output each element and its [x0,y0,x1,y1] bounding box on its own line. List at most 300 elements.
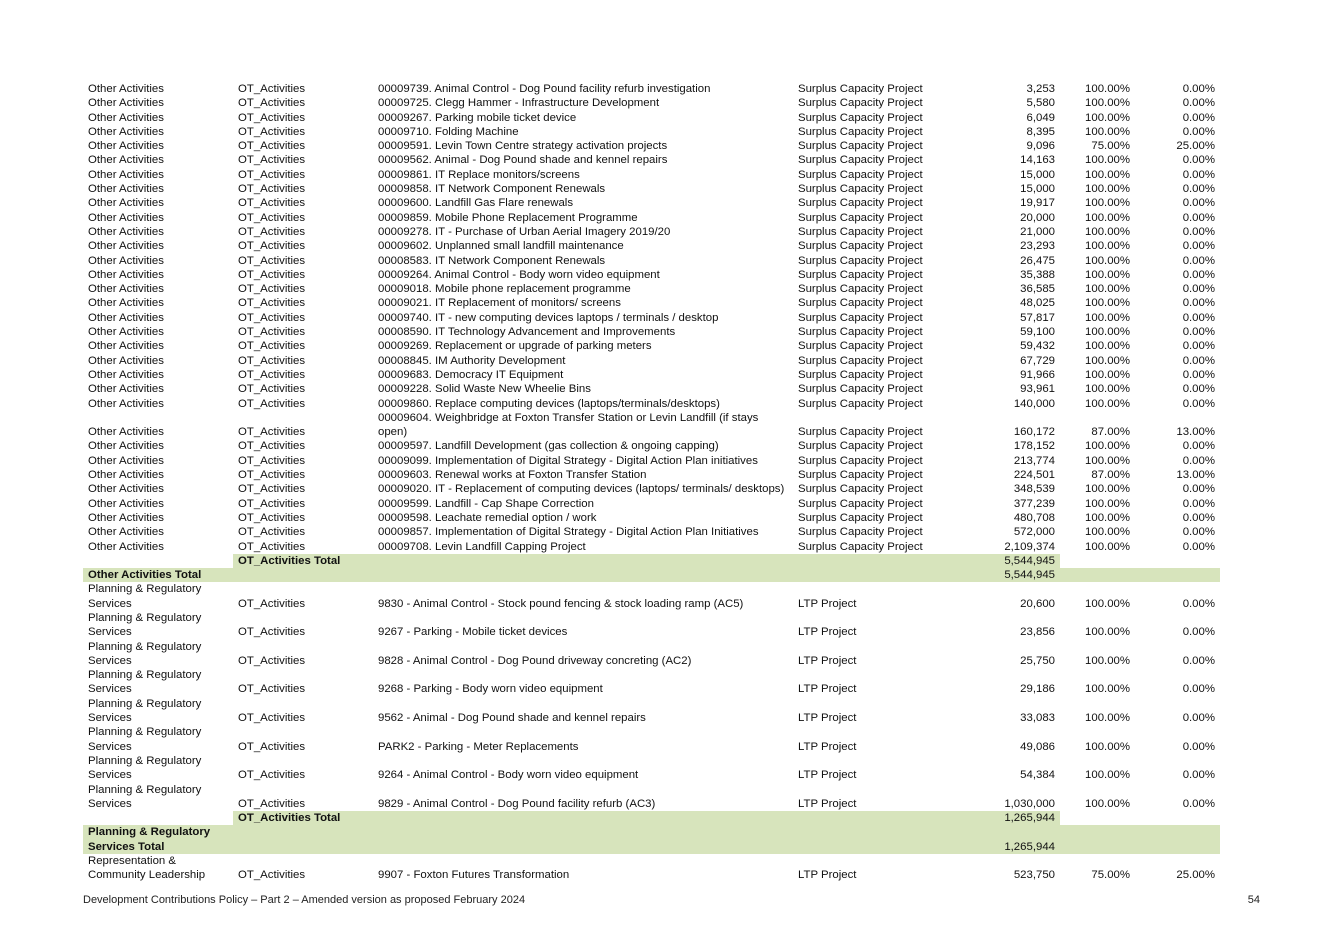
group-cell: OT_Activities [238,454,306,467]
activity-cell: Other Activities [88,469,164,482]
activity-cell: Other Activities [88,97,164,110]
project-type-cell: Surplus Capacity Project [798,254,923,267]
table-row [83,139,1220,153]
percent-2-cell: 0.00% [1182,540,1215,553]
group-cell: OT_Activities [238,326,306,339]
amount-cell: 35,388 [1020,268,1055,281]
project-type-cell: Surplus Capacity Project [798,111,923,124]
percent-1-cell: 100.00% [1085,111,1130,124]
project-cell: 00008845. IM Authority Development [378,354,566,367]
amount-cell: 178,152 [1013,440,1055,453]
percent-2-cell: 0.00% [1182,154,1215,167]
project-type-cell: LTP Project [798,683,857,696]
project-type-cell: Surplus Capacity Project [798,125,923,138]
percent-1-cell: 100.00% [1085,268,1130,281]
activity-cell: Other Activities [88,211,164,224]
percent-2-cell: 0.00% [1182,326,1215,339]
empty-cell [373,554,793,568]
group-cell: OT_Activities [238,211,306,224]
percent-1-cell: 100.00% [1085,683,1130,696]
project-cell: PARK2 - Parking - Meter Replacements [378,740,579,753]
activity-cell: Other Activities [88,268,164,281]
table-row [83,153,1220,167]
project-cell: 00009264. Animal Control - Body worn video equipment [378,268,660,281]
amount-cell: 54,384 [1020,769,1055,782]
percent-1-cell: 100.00% [1085,654,1130,667]
subtotal-amount: 5,544,945 [951,554,1060,568]
percent-2-cell: 0.00% [1182,797,1215,810]
project-type-cell: Surplus Capacity Project [798,397,923,410]
project-cell: 00009599. Landfill - Cap Shape Correction [378,497,594,510]
group-cell: OT_Activities [238,111,306,124]
percent-1-cell: 100.00% [1085,83,1130,95]
group-cell: OT_Activities [238,97,306,110]
empty-cell [83,554,233,568]
table-row [83,454,1220,468]
percent-2-cell: 0.00% [1182,125,1215,138]
group-cell: OT_Activities [238,712,306,725]
amount-cell: 67,729 [1020,354,1055,367]
activity-cell: Other Activities [88,354,164,367]
project-cell: 00009710. Folding Machine [378,125,519,138]
activity-cell: Other Activities [88,297,164,310]
percent-2-cell: 0.00% [1182,297,1215,310]
subtotal-label: OT_Activities Total [233,554,373,568]
percent-1-cell: 100.00% [1085,497,1130,510]
percent-1-cell: 100.00% [1085,397,1130,410]
project-cell: 00009859. Mobile Phone Replacement Programme [378,211,638,224]
total-amount: 5,544,945 [951,568,1060,582]
percent-1-cell: 100.00% [1085,483,1130,496]
amount-cell: 15,000 [1020,168,1055,181]
project-cell: 00009597. Landfill Development (gas collection & ongoing capping) [378,440,719,453]
percent-2-cell: 13.00% [1176,469,1215,482]
table-row [83,668,1220,697]
activity-cell: Other Activities [88,497,164,510]
percent-2-cell: 0.00% [1182,683,1215,696]
percent-2-cell: 0.00% [1182,111,1215,124]
group-cell: OT_Activities [238,469,306,482]
activity-cell: Planning & Regulatory Services [88,669,202,696]
activity-cell: Other Activities [88,140,164,153]
project-type-cell: LTP Project [798,740,857,753]
percent-1-cell: 100.00% [1085,526,1130,539]
table-row [83,540,1220,554]
table-row [83,754,1220,783]
project-type-cell: LTP Project [798,654,857,667]
table-row [83,697,1220,726]
project-cell: 00009562. Animal - Dog Pound shade and kennel repairs [378,154,668,167]
project-cell: 00009683. Democracy IT Equipment [378,368,564,381]
activity-cell: Other Activities [88,240,164,253]
activity-cell: Other Activities [88,225,164,238]
empty-cell [1060,554,1135,568]
project-type-cell: Surplus Capacity Project [798,225,923,238]
percent-1-cell: 100.00% [1085,297,1130,310]
table-row [83,311,1220,325]
group-cell: OT_Activities [238,354,306,367]
group-cell: OT_Activities [238,311,306,324]
percent-2-cell: 0.00% [1182,769,1215,782]
empty-cell [793,554,951,568]
projects-table [83,82,1220,883]
project-cell: 00009018. Mobile phone replacement programme [378,283,631,296]
amount-cell: 59,432 [1020,340,1055,353]
activity-cell: Other Activities [88,340,164,353]
project-cell: 00009861. IT Replace monitors/screens [378,168,580,181]
empty-cell [1135,811,1220,825]
amount-cell: 25,750 [1020,654,1055,667]
table-row [83,382,1220,396]
percent-1-cell: 100.00% [1085,240,1130,253]
project-type-cell: Surplus Capacity Project [798,240,923,253]
percent-2-cell: 0.00% [1182,368,1215,381]
group-cell: OT_Activities [238,125,306,138]
group-cell: OT_Activities [238,740,306,753]
percent-2-cell: 0.00% [1182,654,1215,667]
percent-1-cell: 100.00% [1085,740,1130,753]
activity-cell: Planning & Regulatory Services [88,783,202,810]
percent-2-cell: 0.00% [1182,197,1215,210]
activity-cell: Other Activities [88,197,164,210]
project-type-cell: LTP Project [798,597,857,610]
empty-cell [1135,554,1220,568]
table-row [83,783,1220,812]
percent-1-cell: 100.00% [1085,383,1130,396]
percent-1-cell: 100.00% [1085,354,1130,367]
activity-cell: Planning & Regulatory Services [88,697,202,725]
empty-cell [793,568,951,582]
total-row [83,825,1220,854]
amount-cell: 2,109,374 [1004,540,1055,553]
percent-2-cell: 0.00% [1182,740,1215,753]
amount-cell: 29,186 [1020,683,1055,696]
percent-1-cell: 100.00% [1085,97,1130,110]
table-row [83,725,1220,754]
project-cell: 00009602. Unplanned small landfill maintenance [378,240,624,253]
project-cell: 9267 - Parking - Mobile ticket devices [378,626,568,639]
amount-cell: 26,475 [1020,254,1055,267]
percent-1-cell: 100.00% [1085,125,1130,138]
percent-1-cell: 100.00% [1085,254,1130,267]
percent-1-cell: 100.00% [1085,540,1130,553]
amount-cell: 480,708 [1013,511,1055,524]
project-cell: 9830 - Animal Control - Stock pound fencing & stock loading ramp (AC5) [378,597,744,610]
percent-2-cell: 0.00% [1182,354,1215,367]
percent-2-cell: 0.00% [1182,626,1215,639]
table-row [83,482,1220,496]
table-row [83,96,1220,110]
project-cell: 00009591. Levin Town Centre strategy activation projects [378,140,668,153]
project-cell: 00009099. Implementation of Digital Strategy - Digital Action Plan initiatives [378,454,758,467]
amount-cell: 377,239 [1013,497,1055,510]
subtotal-amount: 1,265,944 [951,811,1060,825]
project-type-cell: Surplus Capacity Project [798,140,923,153]
group-cell: OT_Activities [238,626,306,639]
project-cell: 00009267. Parking mobile ticket device [378,111,577,124]
percent-2-cell: 0.00% [1182,211,1215,224]
project-type-cell: LTP Project [798,712,857,725]
project-cell: 9829 - Animal Control - Dog Pound facility refurb (AC3) [378,797,656,810]
group-cell: OT_Activities [238,183,306,196]
percent-2-cell: 0.00% [1182,454,1215,467]
table-row [83,468,1220,482]
group-cell: OT_Activities [238,197,306,210]
table-row [83,239,1220,253]
project-type-cell: LTP Project [798,769,857,782]
group-cell: OT_Activities [238,83,306,95]
group-cell: OT_Activities [238,340,306,353]
amount-cell: 572,000 [1013,526,1055,539]
percent-2-cell: 25.00% [1176,869,1215,882]
percent-1-cell: 100.00% [1085,626,1130,639]
group-cell: OT_Activities [238,283,306,296]
amount-cell: 48,025 [1020,297,1055,310]
percent-1-cell: 100.00% [1085,326,1130,339]
activity-cell: Planning & Regulatory Services [88,611,202,639]
amount-cell: 213,774 [1013,454,1055,467]
amount-cell: 91,966 [1020,368,1055,381]
empty-cell [83,811,233,825]
amount-cell: 21,000 [1020,225,1055,238]
subtotal-label: OT_Activities Total [233,811,373,825]
amount-cell: 57,817 [1020,311,1055,324]
group-cell: OT_Activities [238,154,306,167]
table-row [83,168,1220,182]
project-type-cell: Surplus Capacity Project [798,540,923,553]
empty-cell [373,825,793,854]
project-cell: 00008583. IT Network Component Renewals [378,254,606,267]
project-type-cell: Surplus Capacity Project [798,454,923,467]
project-type-cell: Surplus Capacity Project [798,83,923,95]
amount-cell: 348,539 [1013,483,1055,496]
activity-cell: Other Activities [88,383,164,396]
project-cell: 00009598. Leachate remedial option / work [378,511,597,524]
project-type-cell: Surplus Capacity Project [798,297,923,310]
empty-cell [1135,825,1220,854]
page-number: 54 [1247,894,1260,906]
activity-cell: Planning & Regulatory Services [88,726,202,753]
subtotal-row [83,811,1220,825]
project-type-cell: Surplus Capacity Project [798,440,923,453]
percent-2-cell: 0.00% [1182,268,1215,281]
percent-1-cell: 100.00% [1085,283,1130,296]
percent-2-cell: 0.00% [1182,168,1215,181]
activity-cell: Other Activities [88,454,164,467]
project-type-cell: Surplus Capacity Project [798,183,923,196]
project-type-cell: Surplus Capacity Project [798,268,923,281]
group-cell: OT_Activities [238,168,306,181]
amount-cell: 23,293 [1020,240,1055,253]
table-row [83,354,1220,368]
project-cell: 00009228. Solid Waste New Wheelie Bins [378,383,591,396]
project-cell: 00009604. Weighbridge at Foxton Transfer Station or Levin Landfill (if stays open) [378,411,759,439]
project-cell: 00008590. IT Technology Advancement and Improvements [378,326,676,339]
project-cell: 00009739. Animal Control - Dog Pound facility refurb investigation [378,83,711,95]
percent-1-cell: 100.00% [1085,225,1130,238]
group-cell: OT_Activities [238,140,306,153]
empty-cell [373,568,793,582]
empty-cell [1060,811,1135,825]
project-type-cell: LTP Project [798,869,857,882]
percent-1-cell: 100.00% [1085,168,1130,181]
project-type-cell: LTP Project [798,626,857,639]
percent-1-cell: 100.00% [1085,340,1130,353]
group-cell: OT_Activities [238,511,306,524]
project-type-cell: Surplus Capacity Project [798,197,923,210]
project-type-cell: Surplus Capacity Project [798,526,923,539]
group-cell: OT_Activities [238,654,306,667]
group-cell: OT_Activities [238,426,306,439]
project-type-cell: Surplus Capacity Project [798,469,923,482]
project-cell: 9264 - Animal Control - Body worn video equipment [378,769,639,782]
total-amount: 1,265,944 [951,825,1060,854]
group-cell: OT_Activities [238,240,306,253]
activity-cell: Planning & Regulatory Services [88,583,202,610]
activity-cell: Other Activities [88,397,164,410]
group-cell: OT_Activities [238,397,306,410]
project-cell: 00009020. IT - Replacement of computing devices (laptops/ terminals/ desktops) [378,483,785,496]
table-row [83,111,1220,125]
amount-cell: 20,000 [1020,211,1055,224]
projects-table-body [83,82,1220,883]
activity-cell: Other Activities [88,283,164,296]
amount-cell: 1,030,000 [1004,797,1055,810]
percent-2-cell: 0.00% [1182,483,1215,496]
table-row [83,368,1220,382]
activity-cell: Other Activities [88,83,164,95]
project-type-cell: Surplus Capacity Project [798,497,923,510]
percent-2-cell: 0.00% [1182,511,1215,524]
project-cell: 9562 - Animal - Dog Pound shade and kennel repairs [378,712,646,725]
group-cell: OT_Activities [238,540,306,553]
percent-1-cell: 75.00% [1091,869,1130,882]
amount-cell: 15,000 [1020,183,1055,196]
activity-cell: Other Activities [88,483,164,496]
percent-1-cell: 100.00% [1085,197,1130,210]
activity-cell: Other Activities [88,254,164,267]
percent-1-cell: 100.00% [1085,440,1130,453]
table-row [83,397,1220,411]
project-type-cell: Surplus Capacity Project [798,311,923,324]
amount-cell: 140,000 [1013,397,1055,410]
group-cell: OT_Activities [238,797,306,810]
table-row [83,125,1220,139]
project-type-cell: Surplus Capacity Project [798,354,923,367]
table-row [83,182,1220,196]
percent-1-cell: 100.00% [1085,797,1130,810]
project-cell: 00009857. Implementation of Digital Strategy - Digital Action Plan Initiatives [378,526,759,539]
table-row [83,411,1220,440]
project-cell: 00009708. Levin Landfill Capping Project [378,540,586,553]
percent-1-cell: 87.00% [1091,426,1130,439]
group-cell: OT_Activities [238,526,306,539]
amount-cell: 3,253 [1026,83,1055,95]
percent-2-cell: 0.00% [1182,597,1215,610]
empty-cell [1135,568,1220,582]
activity-cell: Other Activities [88,511,164,524]
amount-cell: 523,750 [1013,869,1055,882]
percent-2-cell: 0.00% [1182,183,1215,196]
project-cell: 00009278. IT - Purchase of Urban Aerial Imagery 2019/20 [378,225,671,238]
percent-2-cell: 0.00% [1182,340,1215,353]
activity-cell: Other Activities [88,111,164,124]
group-cell: OT_Activities [238,297,306,310]
project-type-cell: Surplus Capacity Project [798,211,923,224]
table-row [83,225,1220,239]
activity-cell: Other Activities [88,540,164,553]
project-type-cell: Surplus Capacity Project [798,326,923,339]
project-type-cell: Surplus Capacity Project [798,168,923,181]
percent-1-cell: 100.00% [1085,183,1130,196]
percent-2-cell: 0.00% [1182,283,1215,296]
table-row [83,497,1220,511]
total-label: Other Activities Total [83,568,233,582]
percent-2-cell: 0.00% [1182,440,1215,453]
percent-1-cell: 75.00% [1091,140,1130,153]
activity-cell: Planning & Regulatory Services [88,640,202,667]
project-type-cell: Surplus Capacity Project [798,154,923,167]
project-type-cell: Surplus Capacity Project [798,383,923,396]
amount-cell: 93,961 [1020,383,1055,396]
percent-2-cell: 0.00% [1182,397,1215,410]
percent-2-cell: 13.00% [1176,426,1215,439]
subtotal-row [83,554,1220,568]
project-cell: 00009603. Renewal works at Foxton Transfer Station [378,469,647,482]
table-row [83,296,1220,310]
table-row [83,196,1220,210]
empty-cell [373,811,793,825]
group-cell: OT_Activities [238,497,306,510]
amount-cell: 36,585 [1020,283,1055,296]
percent-2-cell: 0.00% [1182,240,1215,253]
amount-cell: 160,172 [1013,426,1055,439]
activity-cell: Other Activities [88,440,164,453]
project-cell: 00009021. IT Replacement of monitors/ screens [378,297,621,310]
amount-cell: 224,501 [1013,469,1055,482]
percent-2-cell: 0.00% [1182,383,1215,396]
amount-cell: 8,395 [1026,125,1055,138]
amount-cell: 49,086 [1020,740,1055,753]
percent-1-cell: 100.00% [1085,597,1130,610]
project-type-cell: Surplus Capacity Project [798,97,923,110]
table-row [83,282,1220,296]
activity-cell: Other Activities [88,125,164,138]
activity-cell: Representation & Community Leadership [88,855,206,882]
activity-cell: Planning & Regulatory Services [88,754,202,782]
empty-cell [1060,568,1135,582]
empty-cell [1060,825,1135,854]
activity-cell: Other Activities [88,154,164,167]
activity-cell: Other Activities [88,311,164,324]
percent-2-cell: 0.00% [1182,526,1215,539]
table-row [83,325,1220,339]
percent-1-cell: 87.00% [1091,469,1130,482]
group-cell: OT_Activities [238,268,306,281]
percent-1-cell: 100.00% [1085,511,1130,524]
table-row [83,640,1220,669]
amount-cell: 5,580 [1026,97,1055,110]
group-cell: OT_Activities [238,869,306,882]
percent-1-cell: 100.00% [1085,211,1130,224]
empty-cell [793,811,951,825]
percent-2-cell: 0.00% [1182,83,1215,95]
activity-cell: Other Activities [88,183,164,196]
project-type-cell: Surplus Capacity Project [798,368,923,381]
project-cell: 9268 - Parking - Body worn video equipment [378,683,603,696]
amount-cell: 33,083 [1020,712,1055,725]
percent-2-cell: 0.00% [1182,311,1215,324]
